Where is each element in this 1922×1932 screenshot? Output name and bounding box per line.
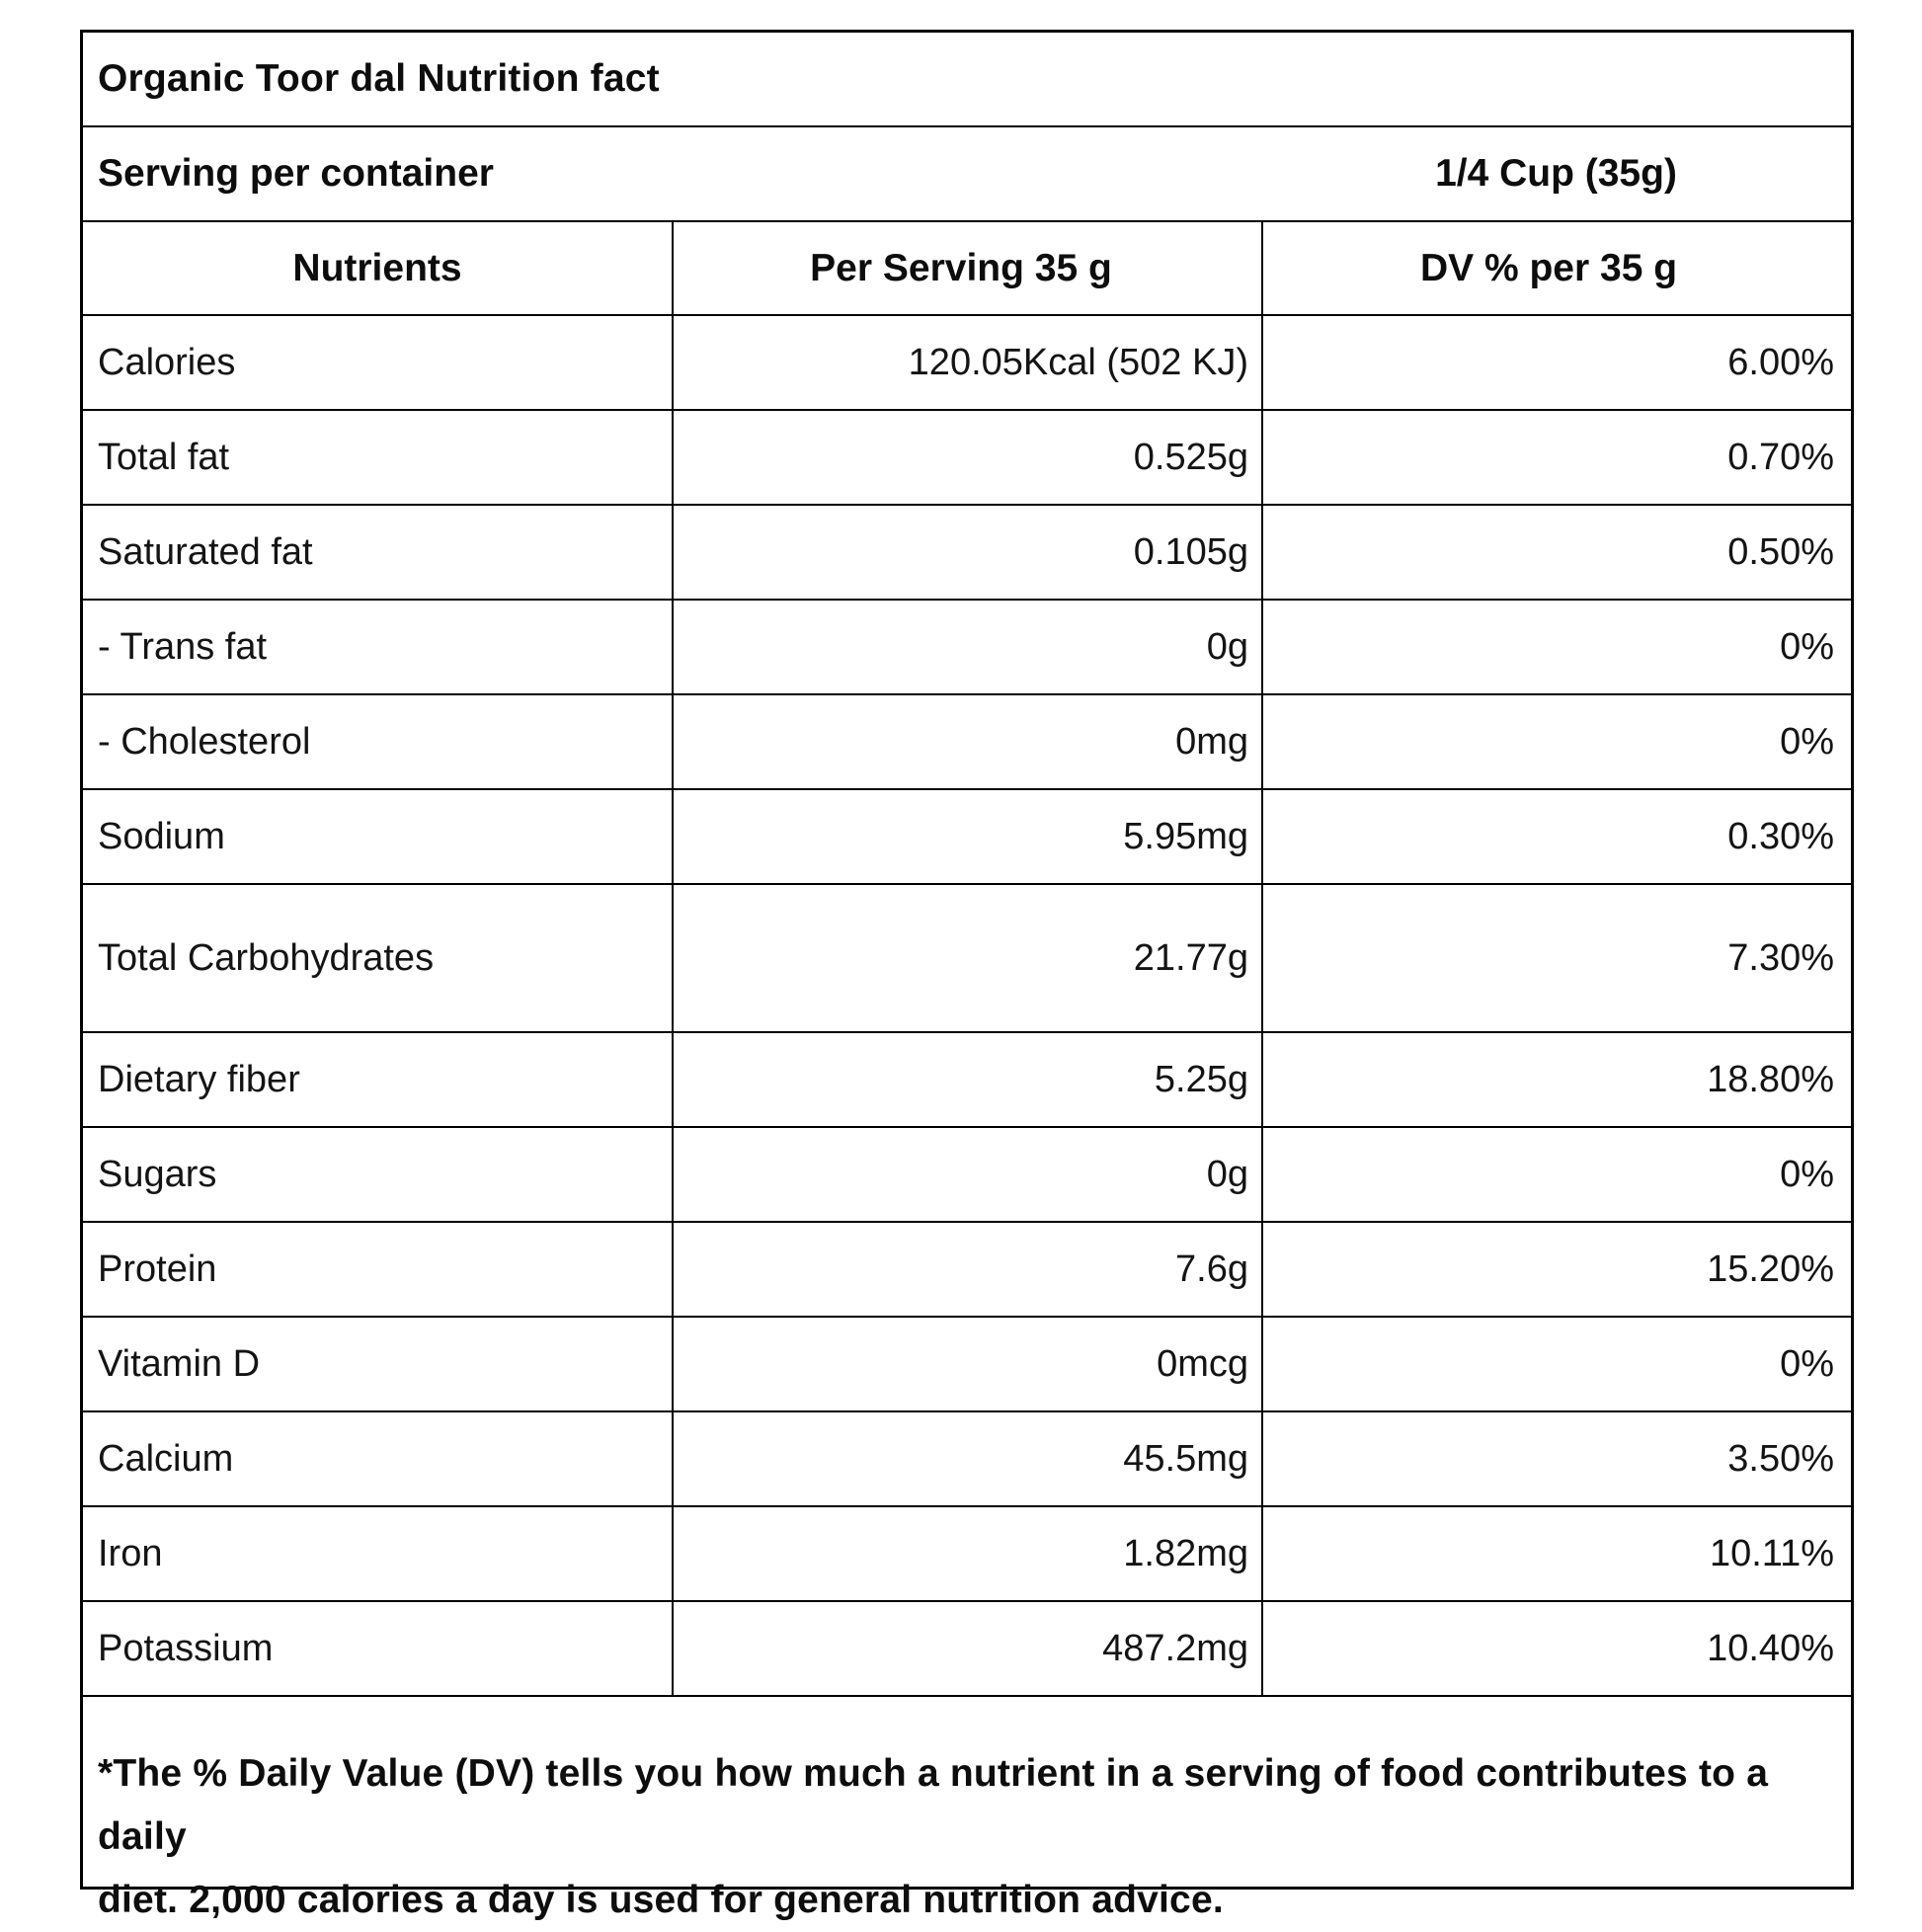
table-row-sugars [83, 1128, 1851, 1223]
column-header-row [83, 222, 1851, 316]
nutrient-label: Iron [98, 1532, 163, 1574]
per-serving-value: 0mcg [672, 1318, 1261, 1410]
dv-percent-value: 0% [1261, 695, 1851, 788]
dv-percent-value: 0% [1261, 1318, 1851, 1410]
table-row-trans-fat [83, 601, 1851, 695]
nutrient-label: Saturated fat [98, 530, 313, 573]
dv-percent-value: 18.80% [1261, 1033, 1851, 1126]
nutrient-label: - Trans fat [98, 625, 268, 668]
table-row-total-carbohydrates [83, 885, 1851, 1033]
serving-size-value: 1/4 Cup (35g) [1435, 152, 1677, 195]
nutrient-label: Vitamin D [98, 1342, 261, 1385]
nutrient-label: Total fat [98, 436, 230, 478]
per-serving-value: 5.95mg [672, 790, 1261, 883]
nutrient-label: Dietary fiber [98, 1058, 300, 1100]
per-serving-value: 0g [672, 1128, 1261, 1221]
dv-percent-value: 0.30% [1261, 790, 1851, 883]
dv-percent-value: 7.30% [1261, 885, 1851, 1031]
nutrient-label: Calcium [98, 1437, 234, 1480]
per-serving-value: 7.6g [672, 1223, 1261, 1316]
table-row-saturated-fat [83, 506, 1851, 601]
daily-value-footnote [83, 1697, 1851, 1932]
per-serving-value: 21.77g [672, 885, 1261, 1031]
column-header-dv: DV % per 35 g [1261, 222, 1851, 314]
nutrient-label: Calories [98, 341, 236, 383]
dv-percent-value: 3.50% [1261, 1412, 1851, 1505]
table-title: Organic Toor dal Nutrition fact [83, 33, 1851, 127]
per-serving-value: 1.82mg [672, 1507, 1261, 1600]
per-serving-value: 0mg [672, 695, 1261, 788]
table-row-total-fat [83, 411, 1851, 506]
per-serving-value: 45.5mg [672, 1412, 1261, 1505]
table-row-iron [83, 1507, 1851, 1602]
table-row-vitamin-d [83, 1318, 1851, 1412]
footnote-line-2: diet. 2,000 calories a day is used for general nutrition advice. [98, 1879, 1224, 1921]
footnote-line-1: *The % Daily Value (DV) tells you how much a nutrient in a serving of food contributes to a daily [98, 1752, 1769, 1858]
dv-percent-value: 0.50% [1261, 506, 1851, 599]
nutrient-label: Sugars [98, 1153, 217, 1195]
dv-percent-value: 0.70% [1261, 411, 1851, 504]
nutrient-label: Protein [98, 1248, 217, 1290]
per-serving-value: 487.2mg [672, 1602, 1261, 1695]
nutrient-label: Total Carbohydrates [98, 936, 435, 979]
per-serving-value: 5.25g [672, 1033, 1261, 1126]
dv-percent-value: 10.40% [1261, 1602, 1851, 1695]
dv-percent-value: 0% [1261, 601, 1851, 693]
nutrient-label: - Cholesterol [98, 720, 311, 763]
dv-percent-value: 10.11% [1261, 1507, 1851, 1600]
per-serving-value: 0.105g [672, 506, 1261, 599]
per-serving-value: 0g [672, 601, 1261, 693]
nutrition-facts-table [80, 30, 1854, 1921]
column-header-per-serving: Per Serving 35 g [672, 222, 1261, 314]
table-row-potassium [83, 1602, 1851, 1697]
dv-percent-value: 15.20% [1261, 1223, 1851, 1316]
per-serving-value: 120.05Kcal (502 KJ) [672, 316, 1261, 409]
dv-percent-value: 0% [1261, 1128, 1851, 1221]
dv-percent-value: 6.00% [1261, 316, 1851, 409]
per-serving-value: 0.525g [672, 411, 1261, 504]
table-row-dietary-fiber [83, 1033, 1851, 1128]
serving-label: Serving per container [98, 152, 494, 195]
table-row-sodium [83, 790, 1851, 885]
column-header-nutrients: Nutrients [292, 246, 462, 289]
table-row-calories [83, 316, 1851, 411]
table-row-calcium [83, 1412, 1851, 1507]
nutrient-label: Sodium [98, 815, 225, 857]
table-row-protein [83, 1223, 1851, 1318]
table-row-cholesterol [83, 695, 1851, 790]
serving-row [83, 127, 1851, 222]
nutrient-label: Potassium [98, 1627, 274, 1669]
